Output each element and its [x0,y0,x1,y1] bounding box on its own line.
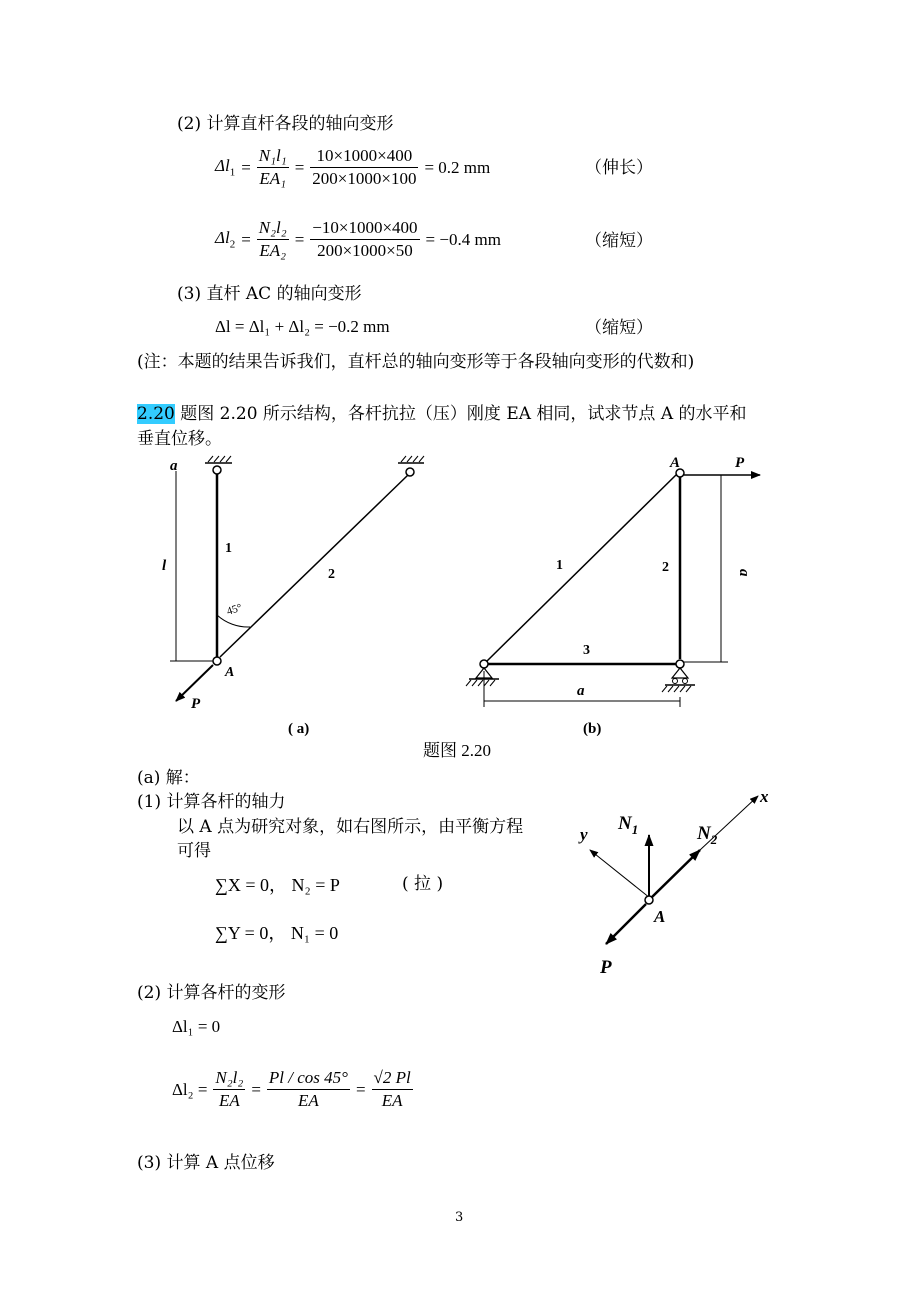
dl2-lhs: Δl₂ = [172,1079,208,1099]
problem-statement-line1: 2.20 题图 2.20 所示结构，各杆抗拉（压）刚度 EA 相同，试求节点 A 的水平和 [137,404,747,424]
equation-sum-x: ∑X = 0， N₂ = P [215,875,340,895]
pin-right [676,660,684,668]
label-dim-horizontal: a [577,683,585,699]
problem-statement-line2: 垂直位移。 [137,429,222,449]
label-bar-2: 2 [328,567,335,582]
eq1-frac1: $\frac{\text{N₁l₁}}{\text{EA₁}}$ [258,146,287,188]
eq2-lhs: $\Delta l_2$ [215,228,236,251]
caption-b: (b) [583,721,602,737]
figure-a [162,456,424,737]
node-a-pin [213,657,221,665]
equation-dl2: $\Delta l_2$ = $\frac{\text{N₂l₂}}{\text{EA₂}}$ = $\frac{-10\times 1000\times 400}{200\times 1000\times 50}$ = −0.4 mm [215,218,501,260]
eq-total-note: （缩短） [585,318,653,338]
figure-b [466,455,760,737]
label-bar-1: 1 [556,558,563,573]
page-number: 3 [455,1210,464,1225]
solution-step2: (2) 计算各杆的变形 [137,983,286,1003]
equation-dl1: $\Delta l_1$ = $\frac{\text{N₁l₁}}{\text{EA₁}}$ = $\frac{10\times 1000\times 400}{200\times 1000\times 100}$ = 0.2 mm [215,146,491,188]
node-a-pin [645,896,653,904]
axis-y [590,850,650,898]
label-a-dim: a [170,458,178,474]
label-bar-1: 1 [225,541,232,556]
force-n2-arrow [652,850,700,897]
solution-step1: (1) 计算各杆的轴力 [137,792,286,812]
angle-arc [217,615,250,627]
eq1-frac2: $\frac{10\times 1000\times 400}{200\times 1000\times 100}$ [312,146,417,188]
pin-top-left [213,466,221,474]
equation-sum-x-note: ( 拉 ) [402,874,444,894]
footnote: (注：本题的结果告诉我们，直杆总的轴向变形等于各段轴向变形的代数和) [137,352,695,372]
step2-heading: (2) 计算直杆各段的轴向变形 [177,114,394,134]
label-bar-2: 2 [662,560,669,575]
label-bar-3: 3 [583,643,590,658]
solution-step1-text2: 可得 [177,841,211,861]
force-p-arrow [606,904,646,944]
eq1-note: （伸长） [585,158,653,178]
eq2-frac2: $\frac{-10\times 1000\times 400}{200\times 1000\times 50}$ [312,218,418,260]
dl2-frac1: $\frac{\text{N₂l₂}}{EA}$ [215,1068,244,1110]
solution-step1-text1: 以 A 点为研究对象，如右图所示，由平衡方程 [177,817,524,837]
label-node-a: A [670,455,681,471]
solution-label: (a) 解： [137,768,200,788]
label-axis-y: y [580,825,588,844]
label-node-a: A [225,665,235,680]
caption-a: ( a) [288,721,310,737]
label-node-a: A [654,907,666,926]
equation-dl1-zero: Δl₁ = 0 [172,1017,221,1036]
eq1-lhs: $\Delta l_1$ [215,156,236,179]
eq2-note: （缩短） [585,231,653,251]
eq2-result: = −0.4 mm [425,229,501,249]
label-force-p: P [735,455,745,471]
step3-heading: (3) 直杆 AC 的轴向变形 [177,284,362,304]
pin-left [480,660,488,668]
label-n1: $N_1$ [618,813,639,837]
label-l: l [162,558,167,574]
eq1-result: = 0.2 mm [424,157,491,177]
equation-dl-total: Δl = Δl₁ + Δl₂ = −0.2 mm [215,317,390,336]
problem-number: 2.20 [137,404,175,424]
label-n2: $N_2$ [697,823,718,847]
eq2-frac1: $\frac{\text{N₂l₂}}{\text{EA₂}}$ [258,218,287,260]
label-force-p: P [600,957,612,978]
equation-dl2-result: Δl₂ = $\frac{\text{N₂l₂}}{EA}$ = $\frac{Pl / \cos 45^\circ}{EA}$ = $\frac{√2 Pl}{EA}$ [172,1068,411,1110]
bar-1 [486,473,678,662]
dl2-frac2: $\frac{Pl / \cos 45^\circ}{EA}$ [268,1068,348,1110]
label-force-p: P [191,696,201,712]
figure-title: 题图 2.20 [423,741,491,760]
label-angle: 45° [225,601,244,618]
solution-step3: (3) 计算 A 点位移 [137,1153,275,1173]
dl2-frac3: $\frac{√2 Pl}{EA}$ [373,1068,411,1110]
figure-2-20 [0,445,920,785]
equation-sum-y: ∑Y = 0， N₁ = 0 [215,923,339,943]
pin-top-right [406,468,414,476]
label-dim-vertical: a [736,569,752,577]
bar-2 [220,475,408,657]
label-axis-x: x [760,787,769,806]
free-body-diagram [560,780,800,980]
support-right-roller [672,668,688,678]
